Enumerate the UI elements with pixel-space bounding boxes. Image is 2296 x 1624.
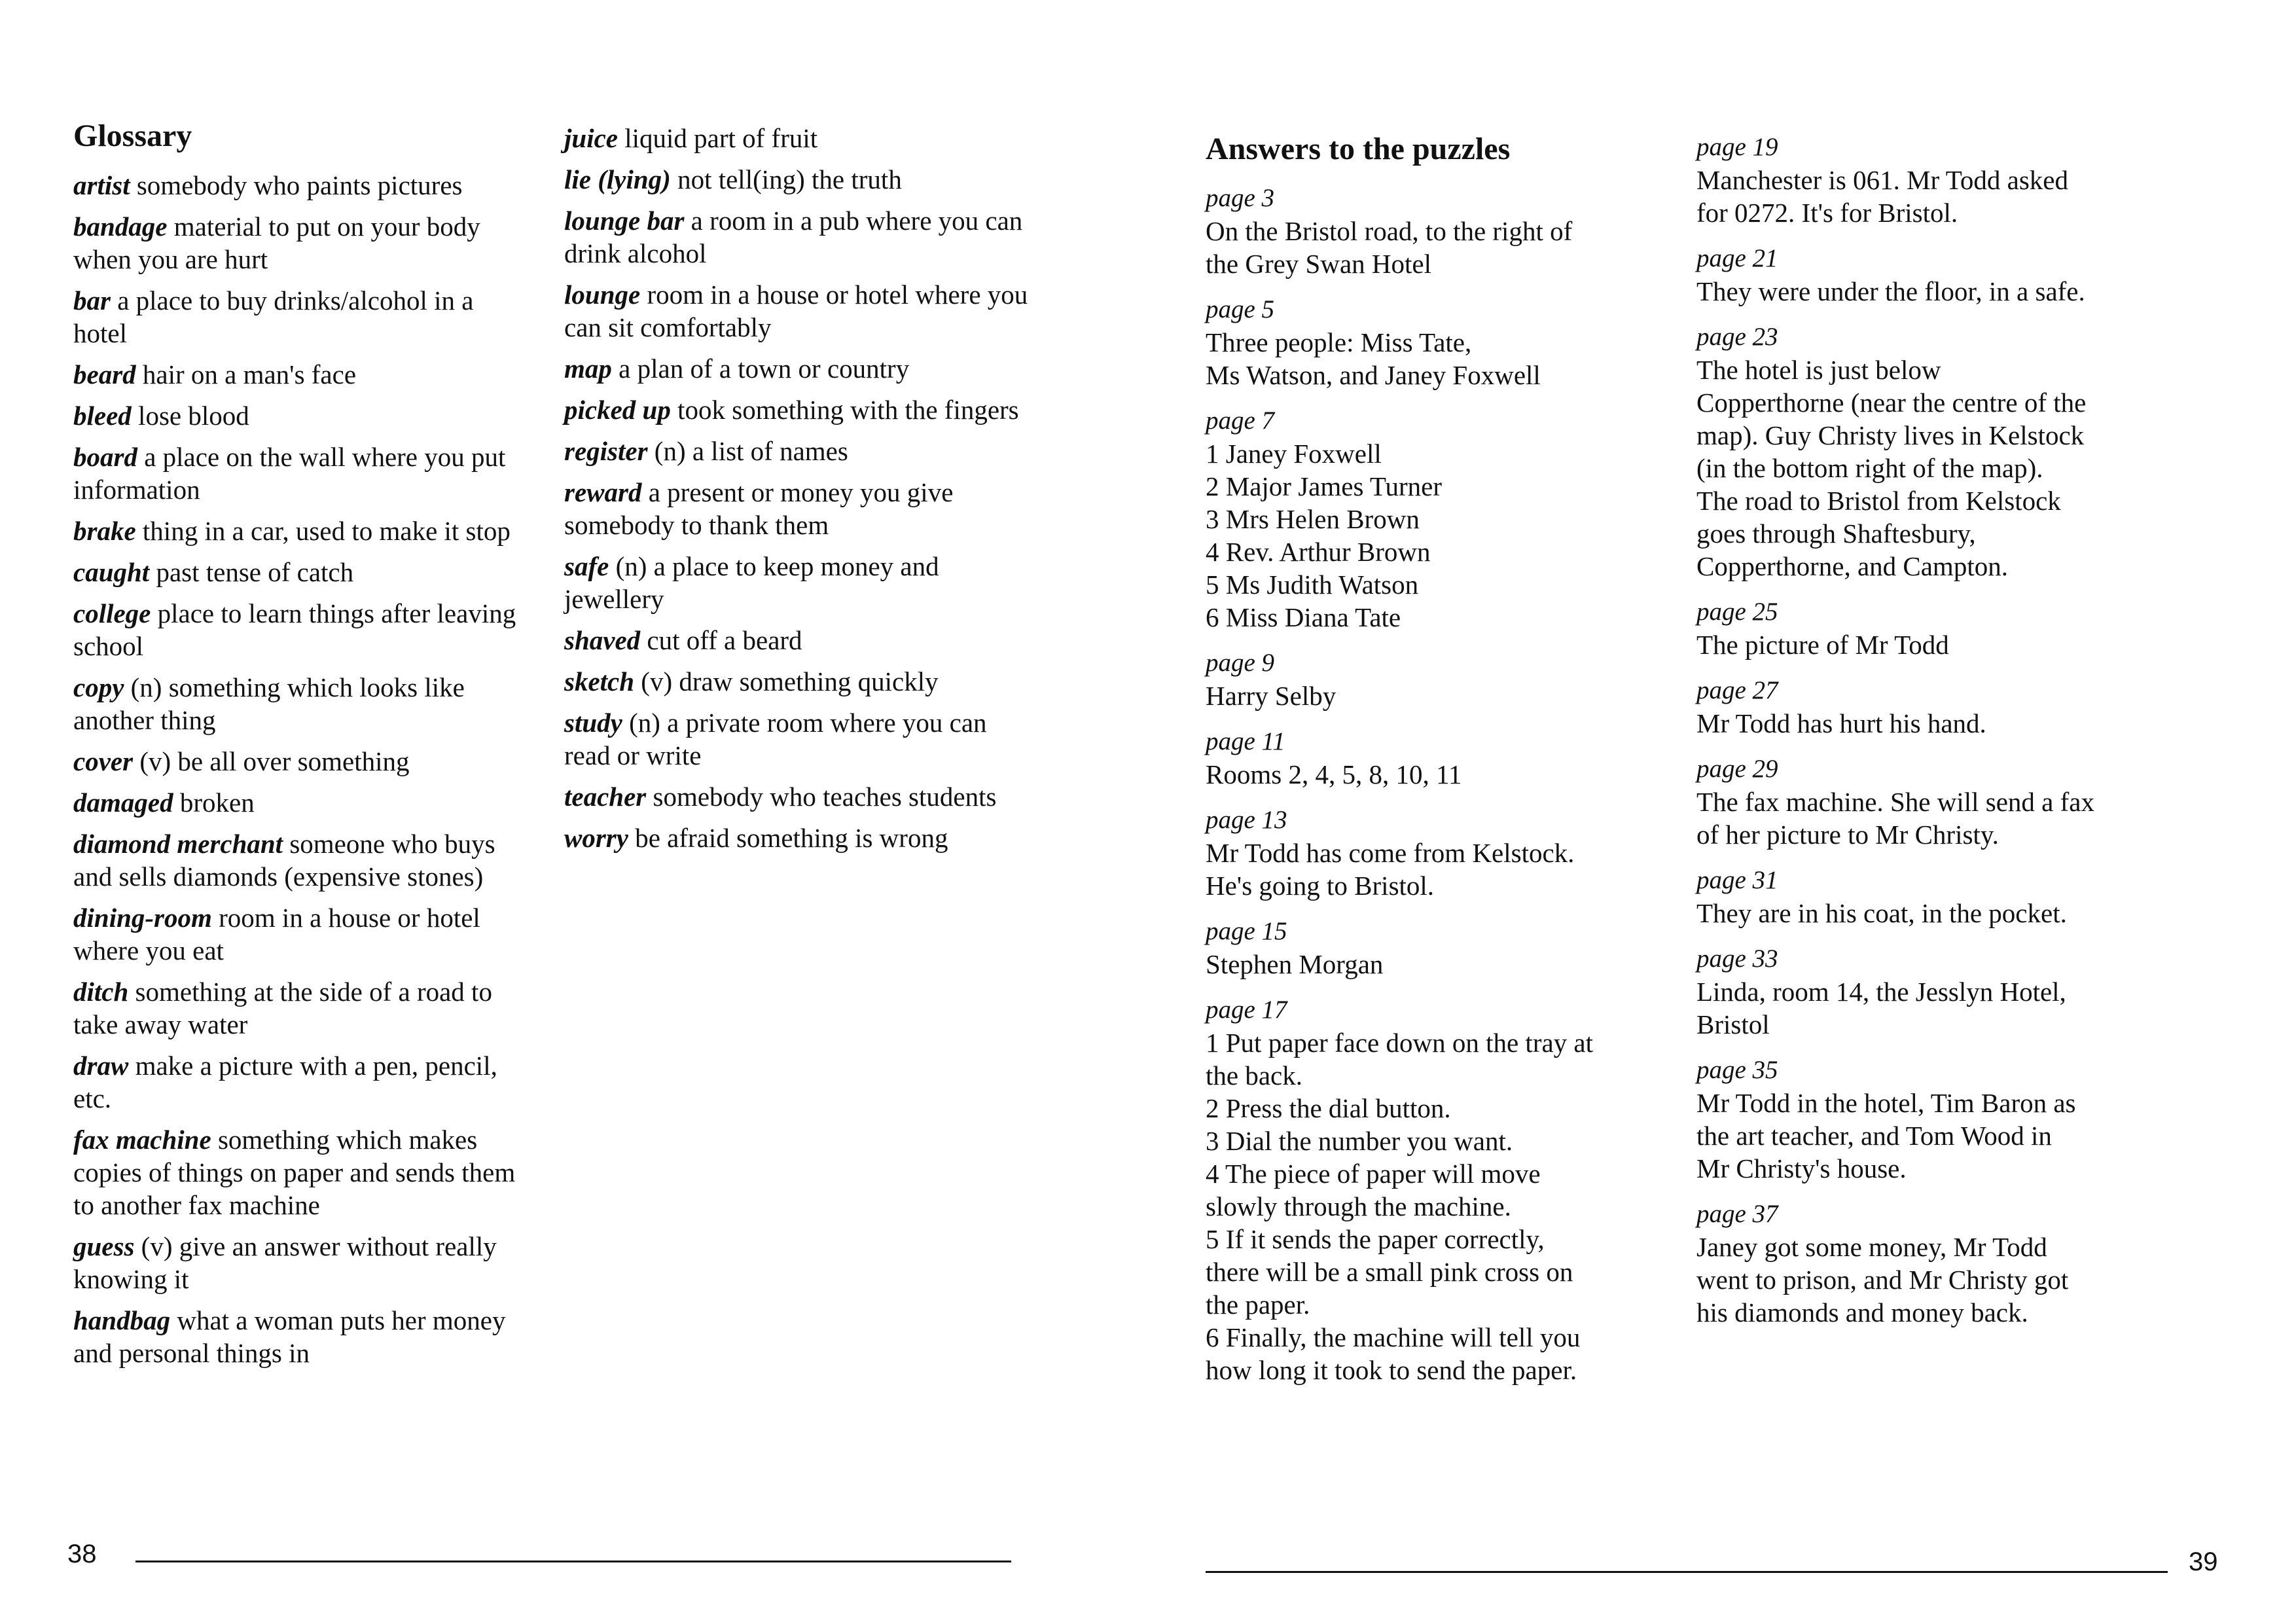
glossary-entry (73, 169, 531, 202)
glossary-definition: a list of names (685, 436, 848, 466)
glossary-entry (73, 786, 531, 819)
page-number-right: 39 (2189, 1547, 2218, 1576)
glossary-definition: something at the side of a road to take away water (73, 977, 492, 1039)
answer-page-ref: page 9 (1206, 649, 1275, 677)
glossary-column-1 (73, 117, 531, 1378)
answer-line: Mr Christy's house. (1696, 1153, 1907, 1183)
answer-page-ref: page 3 (1206, 184, 1275, 212)
answer-line: The hotel is just below (1696, 355, 1941, 385)
answer-block (1206, 725, 1677, 791)
glossary-term: guess (73, 1231, 135, 1261)
glossary-entry (564, 780, 1035, 813)
glossary-entry (73, 597, 531, 662)
glossary-term: shaved (564, 625, 641, 655)
glossary-entry (73, 284, 531, 350)
glossary-entry (73, 671, 531, 736)
page-number-left: 38 (67, 1540, 97, 1568)
answers-list-2 (1696, 131, 2181, 1329)
glossary-definition: cut off a beard (640, 625, 802, 655)
glossary-term: draw (73, 1051, 129, 1081)
glossary-term: reward (564, 477, 642, 507)
glossary-definition: a room in a pub where you can drink alcohol (564, 206, 1023, 268)
glossary-definition: a plan of a town or country (611, 353, 910, 384)
answer-page-ref: page 25 (1696, 598, 1778, 626)
answer-line: 1 Put paper face down on the tray at (1206, 1028, 1594, 1058)
glossary-definition: be afraid something is wrong (628, 823, 948, 853)
glossary-entry (564, 122, 1035, 154)
footer-rule-left (135, 1561, 1011, 1562)
glossary-definition: hair on a man's face (135, 359, 357, 389)
glossary-definition: make a picture with a pen, pencil, etc. (73, 1051, 497, 1113)
answer-block (1206, 182, 1677, 280)
glossary-definition: a place to keep money and jewellery (564, 551, 939, 614)
answer-line: They were under the floor, in a safe. (1696, 276, 2085, 306)
glossary-definition: past tense of catch (149, 557, 354, 587)
answer-line: slowly through the machine. (1206, 1191, 1511, 1221)
glossary-term: worry (564, 823, 628, 853)
glossary-term: copy (73, 672, 124, 702)
glossary-term: ditch (73, 977, 129, 1007)
answer-block (1206, 804, 1677, 902)
answer-line: map). Guy Christy lives in Kelstock (1696, 420, 2085, 450)
glossary-term: lie (lying) (564, 164, 671, 194)
glossary-entry (73, 210, 531, 276)
glossary-definition: lose blood (131, 401, 249, 431)
answer-line: of her picture to Mr Christy. (1696, 820, 1999, 850)
glossary-list-1 (73, 169, 531, 1369)
answer-line: goes through Shaftesbury, (1696, 518, 1976, 549)
answer-line: Mr Todd in the hotel, Tim Baron as (1696, 1088, 2076, 1118)
glossary-term: college (73, 598, 151, 628)
glossary-definition: something which makes copies of things on paper and sends them to another fax machine (73, 1125, 516, 1220)
glossary-entry (564, 352, 1035, 385)
answer-line: Manchester is 061. Mr Todd asked (1696, 165, 2068, 195)
answer-line: The picture of Mr Todd (1696, 630, 1949, 660)
glossary-definition: someone who buys and sells diamonds (expensive stones) (73, 829, 495, 892)
answer-page-ref: page 29 (1696, 755, 1778, 783)
answer-line: They are in his coat, in the pocket. (1696, 898, 2067, 928)
answer-line: 1 Janey Foxwell (1206, 439, 1382, 469)
answer-line: the art teacher, and Tom Wood in (1696, 1121, 2052, 1151)
glossary-entry (73, 441, 531, 506)
glossary-pos: (v) (133, 746, 171, 776)
glossary-entry (73, 827, 531, 893)
answer-line: the back. (1206, 1060, 1302, 1091)
glossary-entry (73, 745, 531, 778)
glossary-definition: a place to buy drinks/alcohol in a hotel (73, 285, 474, 348)
answer-page-ref: page 37 (1696, 1200, 1778, 1228)
glossary-term: bar (73, 285, 111, 316)
glossary-entry (73, 358, 531, 391)
answer-line: The fax machine. She will send a fax (1696, 787, 2094, 817)
answer-page-ref: page 11 (1206, 727, 1285, 755)
glossary-entry (73, 1123, 531, 1221)
glossary-pos: (v) (134, 1231, 173, 1261)
answer-line: his diamonds and money back. (1696, 1297, 2028, 1327)
glossary-title: Glossary (73, 118, 192, 153)
answer-line: Harry Selby (1206, 681, 1336, 711)
answer-page-ref: page 33 (1696, 945, 1778, 973)
glossary-definition: something which looks like another thing (73, 672, 465, 735)
glossary-term: bandage (73, 211, 168, 242)
answer-page-ref: page 21 (1696, 244, 1778, 272)
glossary-pos: (n) (647, 436, 686, 466)
answer-line: 5 If it sends the paper correctly, (1206, 1224, 1545, 1254)
answer-page-ref: page 7 (1206, 406, 1275, 435)
answer-line: the paper. (1206, 1290, 1310, 1320)
glossary-entry (564, 204, 1035, 270)
glossary-entry (73, 975, 531, 1041)
answer-line: Mr Todd has come from Kelstock. (1206, 838, 1575, 868)
glossary-pos: (n) (609, 551, 647, 581)
answer-block (1206, 915, 1677, 981)
answer-page-ref: page 5 (1206, 295, 1275, 323)
answer-block (1696, 242, 2181, 308)
answer-block (1696, 943, 2181, 1041)
glossary-term: dining-room (73, 903, 212, 933)
answer-line: Copperthorne (near the centre of the (1696, 388, 2087, 418)
answer-line: 2 Press the dial button. (1206, 1093, 1451, 1123)
answer-line: for 0272. It's for Bristol. (1696, 198, 1958, 228)
glossary-entry (564, 393, 1035, 426)
answer-block (1696, 131, 2181, 229)
answer-line: how long it took to send the paper. (1206, 1355, 1577, 1385)
glossary-definition: be all over something (171, 746, 410, 776)
answers-column-1 (1206, 130, 1677, 1399)
answer-block (1696, 753, 2181, 851)
glossary-definition: somebody who paints pictures (130, 170, 463, 200)
glossary-entry (564, 706, 1035, 772)
answer-line: went to prison, and Mr Christy got (1696, 1265, 2069, 1295)
answer-line: 4 The piece of paper will move (1206, 1159, 1541, 1189)
answer-block (1696, 1054, 2181, 1185)
glossary-entry (73, 556, 531, 588)
answer-page-ref: page 15 (1206, 917, 1287, 945)
answers-list-1 (1206, 182, 1677, 1386)
glossary-definition: a present or money you give somebody to thank them (564, 477, 954, 540)
answer-line: 6 Finally, the machine will tell you (1206, 1322, 1581, 1352)
glossary-definition: room in a house or hotel where you eat (73, 903, 480, 965)
answer-block (1696, 596, 2181, 661)
glossary-term: caught (73, 557, 150, 587)
answer-block (1696, 674, 2181, 740)
glossary-term: board (73, 442, 137, 472)
answer-page-ref: page 27 (1696, 676, 1778, 704)
answer-line: there will be a small pink cross on (1206, 1257, 1573, 1287)
answer-page-ref: page 35 (1696, 1056, 1778, 1084)
glossary-entry (564, 821, 1035, 854)
glossary-entry (73, 1304, 531, 1369)
answers-title: Answers to the puzzles (1206, 132, 1511, 166)
answer-page-ref: page 19 (1696, 133, 1778, 161)
answer-line: On the Bristol road, to the right of (1206, 216, 1573, 246)
answer-line: He's going to Bristol. (1206, 871, 1435, 901)
glossary-term: map (564, 353, 612, 384)
glossary-entry (73, 1230, 531, 1295)
glossary-entry (73, 901, 531, 967)
glossary-definition: room in a house or hotel where you can sit comfortably (564, 280, 1028, 342)
glossary-entry (564, 476, 1035, 541)
answer-line: Linda, room 14, the Jesslyn Hotel, (1696, 977, 2066, 1007)
glossary-term: lounge (564, 280, 641, 310)
answer-block (1696, 864, 2181, 929)
answer-line: the Grey Swan Hotel (1206, 249, 1431, 279)
answer-line: Copperthorne, and Campton. (1696, 551, 2008, 581)
answer-line: Janey got some money, Mr Todd (1696, 1232, 2047, 1262)
answer-block (1206, 994, 1677, 1386)
glossary-column-2 (564, 122, 1035, 863)
glossary-definition: liquid part of fruit (617, 123, 818, 153)
glossary-entry (564, 435, 1035, 467)
glossary-entry (564, 163, 1035, 196)
answer-line: Stephen Morgan (1206, 949, 1384, 979)
glossary-entry (73, 399, 531, 432)
footer-rule-right (1206, 1571, 2168, 1573)
glossary-definition: give an answer without really knowing it (73, 1231, 497, 1294)
glossary-term: register (564, 436, 648, 466)
answer-line: 5 Ms Judith Watson (1206, 569, 1419, 600)
answer-block (1696, 321, 2181, 583)
glossary-pos: (n) (124, 672, 162, 702)
glossary-term: brake (73, 516, 136, 546)
glossary-term: beard (73, 359, 136, 389)
answer-line: Bristol (1696, 1009, 1770, 1039)
glossary-definition: thing in a car, used to make it stop (135, 516, 511, 546)
answer-line: 3 Dial the number you want. (1206, 1126, 1513, 1156)
glossary-entry (564, 624, 1035, 657)
glossary-term: juice (564, 123, 618, 153)
answer-page-ref: page 23 (1696, 323, 1778, 351)
glossary-definition: what a woman puts her money and personal things in (73, 1305, 506, 1368)
answer-page-ref: page 13 (1206, 806, 1287, 834)
answer-line: Mr Todd has hurt his hand. (1696, 708, 1986, 738)
glossary-definition: a place on the wall where you put information (73, 442, 506, 505)
glossary-pos: (v) (634, 666, 673, 696)
glossary-definition: broken (173, 787, 255, 818)
glossary-entry (564, 278, 1035, 344)
glossary-definition: somebody who teaches students (646, 782, 997, 812)
glossary-entry (564, 550, 1035, 615)
glossary-term: cover (73, 746, 134, 776)
glossary-definition: not tell(ing) the truth (670, 164, 902, 194)
glossary-term: handbag (73, 1305, 171, 1335)
answer-block (1206, 647, 1677, 712)
glossary-list-2 (564, 122, 1035, 854)
glossary-term: sketch (564, 666, 635, 696)
answer-page-ref: page 31 (1696, 866, 1778, 894)
answer-line: Ms Watson, and Janey Foxwell (1206, 360, 1541, 390)
glossary-definition: place to learn things after leaving school (73, 598, 516, 661)
answer-line: 4 Rev. Arthur Brown (1206, 537, 1431, 567)
glossary-pos: (n) (622, 708, 660, 738)
answer-line: The road to Bristol from Kelstock (1696, 486, 2061, 516)
glossary-entry (73, 514, 531, 547)
glossary-term: study (564, 708, 622, 738)
glossary-entry (564, 665, 1035, 698)
answer-block (1696, 1198, 2181, 1329)
glossary-term: lounge bar (564, 206, 685, 236)
glossary-definition: a private room where you can read or write (564, 708, 987, 770)
answer-line: 2 Major James Turner (1206, 471, 1443, 501)
answers-column-2 (1696, 131, 2181, 1342)
answer-page-ref: page 17 (1206, 996, 1287, 1024)
glossary-term: teacher (564, 782, 647, 812)
glossary-term: bleed (73, 401, 132, 431)
glossary-term: artist (73, 170, 130, 200)
glossary-entry (73, 1049, 531, 1115)
answer-line: Rooms 2, 4, 5, 8, 10, 11 (1206, 759, 1462, 789)
right-page (1148, 0, 2296, 1624)
glossary-term: safe (564, 551, 609, 581)
glossary-term: diamond merchant (73, 829, 283, 859)
glossary-term: picked up (564, 395, 671, 425)
glossary-term: damaged (73, 787, 173, 818)
answer-block (1206, 405, 1677, 634)
answer-line: 6 Miss Diana Tate (1206, 602, 1401, 632)
answer-block (1206, 293, 1677, 391)
answer-line: 3 Mrs Helen Brown (1206, 504, 1420, 534)
answer-line: Three people: Miss Tate, (1206, 327, 1472, 357)
glossary-definition: draw something quickly (672, 666, 939, 696)
glossary-term: fax machine (73, 1125, 211, 1155)
answer-line: (in the bottom right of the map). (1696, 453, 2043, 483)
glossary-definition: took something with the fingers (670, 395, 1019, 425)
glossary-definition: material to put on your body when you are hurt (73, 211, 480, 274)
